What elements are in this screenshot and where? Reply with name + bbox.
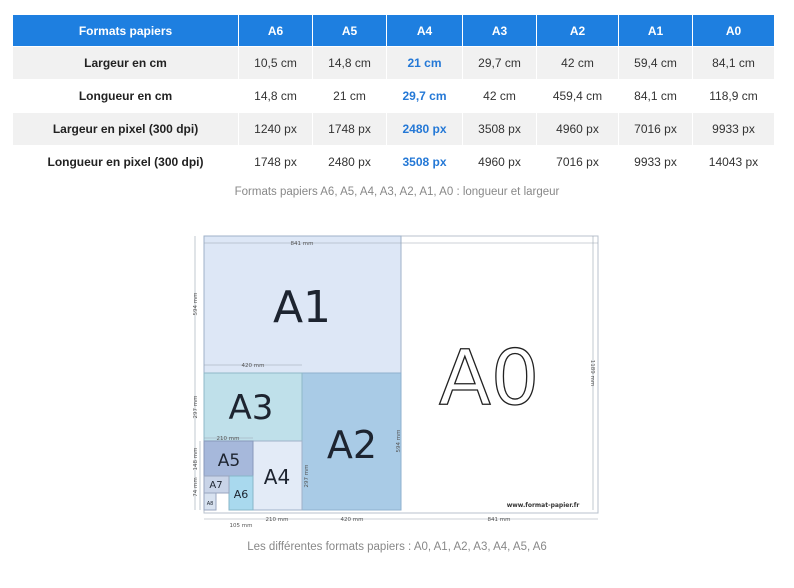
dim-210-a3: 210 mm — [216, 436, 240, 442]
table-cell-a2: 42 cm — [537, 47, 619, 80]
table-cell-a0: 9933 px — [693, 113, 775, 146]
dim-148-left: 148 mm — [193, 447, 199, 471]
table-row — [13, 113, 775, 146]
table-cell-a0: 14043 px — [693, 146, 775, 179]
dim-594-a2: 594 mm — [396, 429, 402, 453]
table-cell-a1: 9933 px — [619, 146, 693, 179]
table-cell-a1: 59,4 cm — [619, 47, 693, 80]
dim-297-left: 297 mm — [193, 395, 199, 419]
header-a3: A3 — [463, 15, 537, 47]
header-a2: A2 — [537, 15, 619, 47]
table-cell-a0: 118,9 cm — [693, 80, 775, 113]
a0-label: A0 — [438, 333, 540, 422]
table-cell-a2: 7016 px — [537, 146, 619, 179]
table-cell-a4: 21 cm — [387, 47, 463, 80]
table-body — [13, 47, 775, 179]
table-cell-a3: 29,7 cm — [463, 47, 537, 80]
row-label: Largeur en cm — [13, 47, 239, 80]
a4-label: A4 — [263, 465, 291, 489]
table-cell-a3: 3508 px — [463, 113, 537, 146]
table-cell-a5: 1748 px — [313, 113, 387, 146]
table-cell-a5: 21 cm — [313, 80, 387, 113]
header-formats: Formats papiers — [13, 15, 239, 47]
table-cell-a4: 2480 px — [387, 113, 463, 146]
table-cell-a5: 2480 px — [313, 146, 387, 179]
website-label: www.format-papier.fr — [506, 502, 580, 509]
dim-841-top: 841 mm — [290, 241, 314, 247]
dim-74-left: 74 mm — [193, 477, 199, 497]
table-cell-a2: 4960 px — [537, 113, 619, 146]
dim-105-bottom: 105 mm — [229, 523, 253, 529]
row-label: Longueur en cm — [13, 80, 239, 113]
a5-label: A5 — [217, 451, 241, 471]
table-cell-a4: 3508 px — [387, 146, 463, 179]
table-cell-a3: 4960 px — [463, 146, 537, 179]
table-cell-a2: 459,4 cm — [537, 80, 619, 113]
dim-420-bottom: 420 mm — [340, 517, 364, 523]
paper-formats-table — [12, 14, 775, 179]
row-label: Largeur en pixel (300 dpi) — [13, 113, 239, 146]
a6-label: A6 — [233, 488, 249, 501]
dim-594-left: 594 mm — [193, 292, 199, 316]
header-a6: A6 — [239, 15, 313, 47]
a7-label: A7 — [209, 480, 223, 491]
table-header-row — [13, 15, 775, 47]
table-cell-a3: 42 cm — [463, 80, 537, 113]
paper-formats-diagram — [188, 232, 606, 534]
dim-420-a1: 420 mm — [241, 363, 265, 369]
a1-label: A1 — [272, 282, 332, 333]
table-cell-a6: 14,8 cm — [239, 80, 313, 113]
diagram-caption: Les différentes formats papiers : A0, A1, A2, A3, A4, A5, A6 — [247, 541, 547, 553]
table-cell-a4: 29,7 cm — [387, 80, 463, 113]
a3-label: A3 — [228, 388, 274, 428]
dim-841-bottom: 841 mm — [487, 517, 511, 523]
dim-297-a4: 297 mm — [304, 464, 310, 488]
dim-210-bottom: 210 mm — [265, 517, 289, 523]
table-cell-a6: 10,5 cm — [239, 47, 313, 80]
header-a1: A1 — [619, 15, 693, 47]
table-cell-a0: 84,1 cm — [693, 47, 775, 80]
header-a0: A0 — [693, 15, 775, 47]
table-row — [13, 47, 775, 80]
table-cell-a1: 84,1 cm — [619, 80, 693, 113]
table-cell-a1: 7016 px — [619, 113, 693, 146]
table-cell-a5: 14,8 cm — [313, 47, 387, 80]
header-a4: A4 — [387, 15, 463, 47]
table-cell-a6: 1748 px — [239, 146, 313, 179]
table-caption: Formats papiers A6, A5, A4, A3, A2, A1, A0 : longueur et largeur — [234, 186, 560, 198]
table-row — [13, 80, 775, 113]
row-label: Longueur en pixel (300 dpi) — [13, 146, 239, 179]
table-cell-a6: 1240 px — [239, 113, 313, 146]
table-row — [13, 146, 775, 179]
a2-label: A2 — [326, 423, 378, 467]
header-a5: A5 — [313, 15, 387, 47]
dim-1189-right: 1189 mm — [589, 359, 595, 387]
a8-label: A8 — [206, 501, 214, 507]
